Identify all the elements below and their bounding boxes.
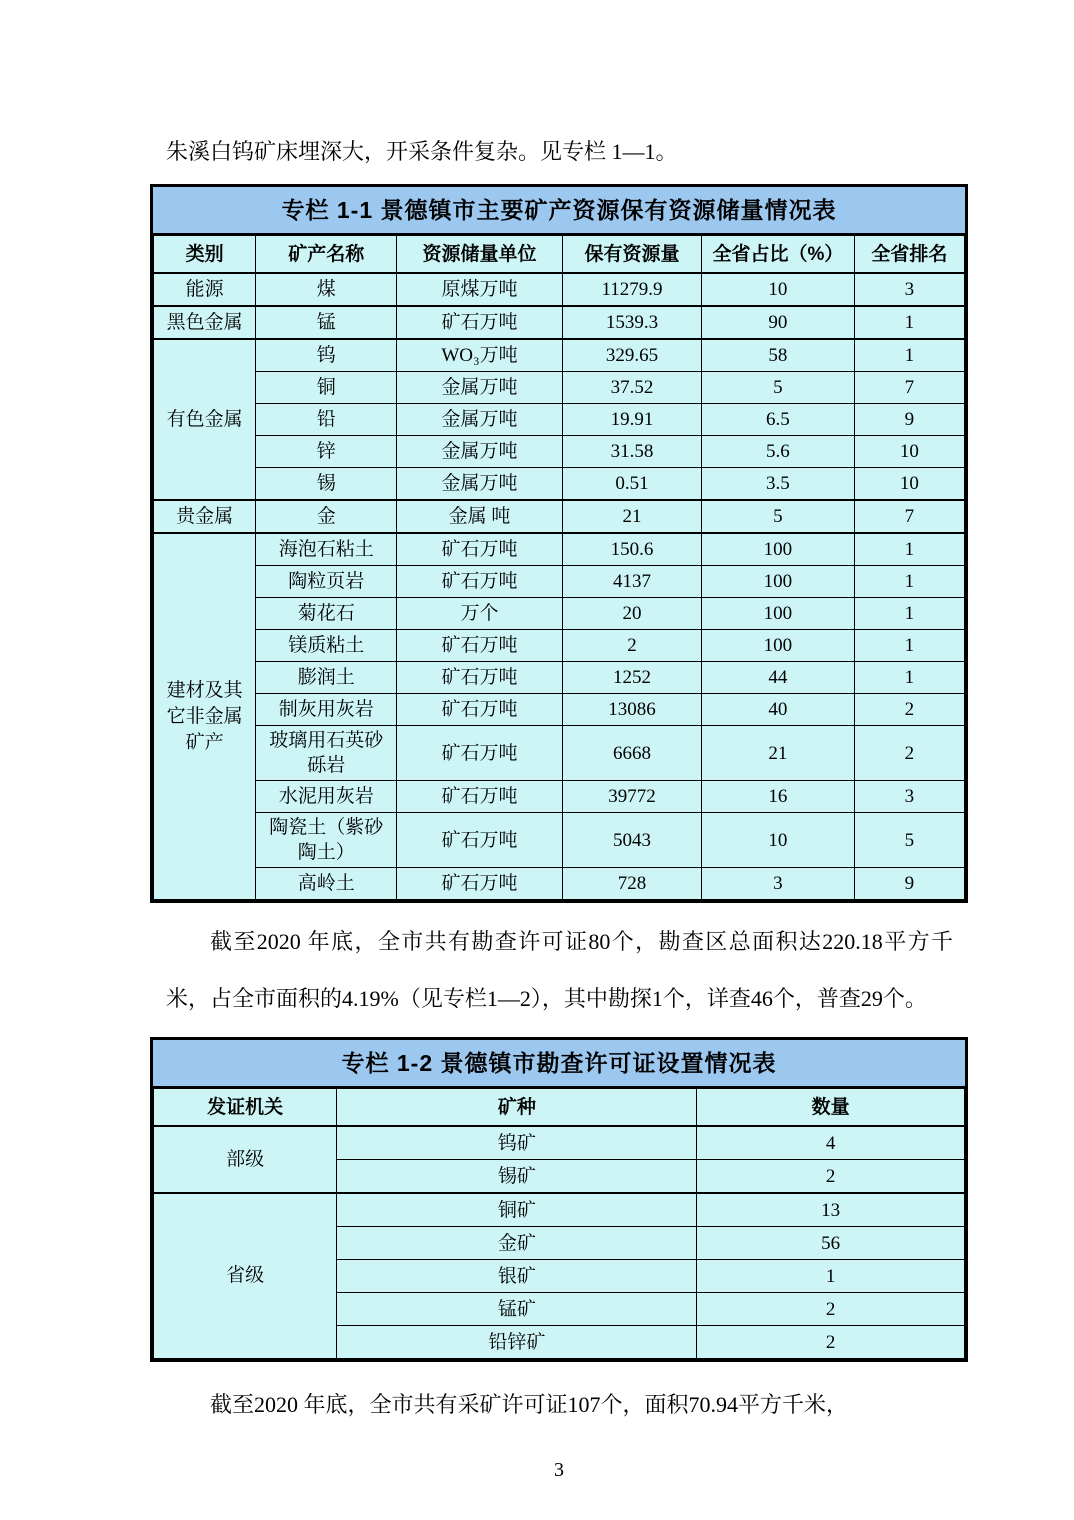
table-cell: 矿石万吨 bbox=[397, 662, 562, 694]
table-cell: 16 bbox=[702, 781, 854, 813]
mineral-category-cell: 建材及其它非金属矿产 bbox=[154, 533, 256, 900]
table-cell: 2 bbox=[562, 630, 701, 662]
table-cell: 2 bbox=[697, 1326, 965, 1359]
table-cell: 5 bbox=[854, 813, 964, 868]
issuing-authority-cell: 省级 bbox=[154, 1193, 337, 1359]
mineral-category-cell: 能源 bbox=[154, 273, 256, 306]
table-cell: 100 bbox=[702, 630, 854, 662]
table-cell: 1252 bbox=[562, 662, 701, 694]
table-row bbox=[154, 662, 965, 694]
table-cell: 万个 bbox=[397, 598, 562, 630]
table-cell: 1 bbox=[854, 598, 964, 630]
table-cell: 菊花石 bbox=[256, 598, 397, 630]
table-cell: 矿石万吨 bbox=[397, 630, 562, 662]
table-row bbox=[154, 306, 965, 339]
table-cell: 钨矿 bbox=[337, 1126, 697, 1160]
table-cell: 锌 bbox=[256, 436, 397, 468]
table-cell: 海泡石粘土 bbox=[256, 533, 397, 566]
table-cell: 制灰用灰岩 bbox=[256, 694, 397, 726]
table-cell: 1 bbox=[854, 566, 964, 598]
table-cell: 矿石万吨 bbox=[397, 813, 562, 868]
table-cell: 10 bbox=[854, 468, 964, 501]
table-cell: 21 bbox=[702, 726, 854, 781]
table-cell: 21 bbox=[562, 500, 701, 533]
table-cell: 20 bbox=[562, 598, 701, 630]
table-row bbox=[154, 500, 965, 533]
table-header-row bbox=[154, 1089, 965, 1127]
table-row bbox=[154, 868, 965, 900]
table-cell: 陶瓷土（紫砂陶土） bbox=[256, 813, 397, 868]
table-cell: 金属 吨 bbox=[397, 500, 562, 533]
table-row bbox=[154, 630, 965, 662]
table-cell: 728 bbox=[562, 868, 701, 900]
table-cell: 39772 bbox=[562, 781, 701, 813]
column-header: 类别 bbox=[154, 236, 256, 274]
table-cell: 5 bbox=[702, 372, 854, 404]
table-cell: 11279.9 bbox=[562, 273, 701, 306]
table-cell: 锰 bbox=[256, 306, 397, 339]
table-row bbox=[154, 694, 965, 726]
table-cell: 10 bbox=[702, 273, 854, 306]
mining-paragraph: 截至2020 年底，全市共有采矿许可证107个，面积70.94平方千米， bbox=[210, 1392, 849, 1417]
table-cell: 58 bbox=[702, 339, 854, 372]
table-row bbox=[154, 468, 965, 501]
table-cell: 玻璃用石英砂砾岩 bbox=[256, 726, 397, 781]
column-header: 资源储量单位 bbox=[397, 236, 562, 274]
table-cell: 铅锌矿 bbox=[337, 1326, 697, 1359]
page-number: 3 bbox=[554, 1459, 564, 1481]
table-cell: 44 bbox=[702, 662, 854, 694]
column-header: 矿产名称 bbox=[256, 236, 397, 274]
table-cell: 矿石万吨 bbox=[397, 694, 562, 726]
table-reserves-grid bbox=[153, 235, 965, 900]
table-cell: 金属万吨 bbox=[397, 372, 562, 404]
table-cell: 5043 bbox=[562, 813, 701, 868]
intro-paragraph: 朱溪白钨矿床埋深大，开采条件复杂。见专栏 1—1。 bbox=[166, 139, 678, 164]
table-cell: 6668 bbox=[562, 726, 701, 781]
table-cell: 矿石万吨 bbox=[397, 726, 562, 781]
table-cell: 7 bbox=[854, 500, 964, 533]
table-cell: 高岭土 bbox=[256, 868, 397, 900]
mineral-category-cell: 有色金属 bbox=[154, 339, 256, 500]
table-cell: 铜矿 bbox=[337, 1193, 697, 1227]
column-header: 保有资源量 bbox=[562, 236, 701, 274]
column-header: 矿种 bbox=[337, 1089, 697, 1127]
table-cell: 3 bbox=[854, 273, 964, 306]
table-cell: 329.65 bbox=[562, 339, 701, 372]
table-cell: 100 bbox=[702, 533, 854, 566]
table-cell: 7 bbox=[854, 372, 964, 404]
table-cell: 矿石万吨 bbox=[397, 868, 562, 900]
table-cell: 0.51 bbox=[562, 468, 701, 501]
table-cell: 膨润土 bbox=[256, 662, 397, 694]
table-cell: 4 bbox=[697, 1126, 965, 1160]
table-cell: 3.5 bbox=[702, 468, 854, 501]
table-row bbox=[154, 1193, 965, 1227]
table-cell: 水泥用灰岩 bbox=[256, 781, 397, 813]
table-cell: 31.58 bbox=[562, 436, 701, 468]
table-cell: 100 bbox=[702, 566, 854, 598]
table-row bbox=[154, 372, 965, 404]
page-content bbox=[150, 0, 968, 1482]
table-row bbox=[154, 273, 965, 306]
table-row bbox=[154, 533, 965, 566]
table-cell: 10 bbox=[702, 813, 854, 868]
table-cell: 5 bbox=[702, 500, 854, 533]
table-cell: 金矿 bbox=[337, 1227, 697, 1260]
table-cell: 矿石万吨 bbox=[397, 306, 562, 339]
table-cell: 金属万吨 bbox=[397, 436, 562, 468]
exploration-paragraph: 截至2020 年底，全市共有勘查许可证80个，勘查区总面积达220.18平方千米，占全市面积的4.19%（见专栏1—2），其中勘探1个，详查46个，普查29个。 bbox=[166, 929, 953, 1011]
table-cell: 1 bbox=[854, 662, 964, 694]
table-cell: 金 bbox=[256, 500, 397, 533]
table-cell: 金属万吨 bbox=[397, 468, 562, 501]
table-cell: 150.6 bbox=[562, 533, 701, 566]
table-cell: 1 bbox=[854, 306, 964, 339]
table-cell: 矿石万吨 bbox=[397, 533, 562, 566]
table-cell: 矿石万吨 bbox=[397, 781, 562, 813]
table-cell: 铜 bbox=[256, 372, 397, 404]
table-cell: 1539.3 bbox=[562, 306, 701, 339]
table-cell: 3 bbox=[702, 868, 854, 900]
table-cell: 银矿 bbox=[337, 1260, 697, 1293]
table-row bbox=[154, 598, 965, 630]
table-cell: 10 bbox=[854, 436, 964, 468]
column-header: 数量 bbox=[697, 1089, 965, 1127]
table-cell: 1 bbox=[697, 1260, 965, 1293]
table-cell: 13 bbox=[697, 1193, 965, 1227]
table-row bbox=[154, 781, 965, 813]
table-row bbox=[154, 726, 965, 781]
table-cell: 9 bbox=[854, 404, 964, 436]
table-row bbox=[154, 339, 965, 372]
table-cell: 钨 bbox=[256, 339, 397, 372]
table-cell: 原煤万吨 bbox=[397, 273, 562, 306]
table-cell: 1 bbox=[854, 533, 964, 566]
table-cell: 锡 bbox=[256, 468, 397, 501]
table-row bbox=[154, 1126, 965, 1160]
table-row bbox=[154, 566, 965, 598]
mineral-category-cell: 贵金属 bbox=[154, 500, 256, 533]
table-cell: 矿石万吨 bbox=[397, 566, 562, 598]
table-cell: 1 bbox=[854, 339, 964, 372]
table-cell: 6.5 bbox=[702, 404, 854, 436]
table-licenses bbox=[150, 1037, 968, 1362]
issuing-authority-cell: 部级 bbox=[154, 1126, 337, 1193]
table-cell: 2 bbox=[854, 726, 964, 781]
table-header-row bbox=[154, 236, 965, 274]
mineral-category-cell: 黑色金属 bbox=[154, 306, 256, 339]
table-cell: 9 bbox=[854, 868, 964, 900]
table-reserves-title: 专栏 1-1 景德镇市主要矿产资源保有资源储量情况表 bbox=[153, 187, 965, 235]
table-row bbox=[154, 436, 965, 468]
table-cell: 锡矿 bbox=[337, 1160, 697, 1194]
table-cell: 90 bbox=[702, 306, 854, 339]
table-cell: 陶粒页岩 bbox=[256, 566, 397, 598]
table-row bbox=[154, 813, 965, 868]
column-header: 全省排名 bbox=[854, 236, 964, 274]
table-cell: 37.52 bbox=[562, 372, 701, 404]
table-cell: 煤 bbox=[256, 273, 397, 306]
table-reserves bbox=[150, 184, 968, 903]
table-cell: 4137 bbox=[562, 566, 701, 598]
column-header: 全省占比（%） bbox=[702, 236, 854, 274]
table-row bbox=[154, 404, 965, 436]
table-cell: 金属万吨 bbox=[397, 404, 562, 436]
table-cell: 1 bbox=[854, 630, 964, 662]
table-licenses-title: 专栏 1-2 景德镇市勘查许可证设置情况表 bbox=[153, 1040, 965, 1088]
table-cell: 5.6 bbox=[702, 436, 854, 468]
table-cell: 13086 bbox=[562, 694, 701, 726]
table-cell: WO₃万吨 bbox=[397, 339, 562, 372]
table-cell: 2 bbox=[697, 1293, 965, 1326]
table-cell: 2 bbox=[697, 1160, 965, 1194]
table-cell: 100 bbox=[702, 598, 854, 630]
table-cell: 3 bbox=[854, 781, 964, 813]
table-cell: 锰矿 bbox=[337, 1293, 697, 1326]
table-licenses-grid bbox=[153, 1088, 965, 1359]
column-header: 发证机关 bbox=[154, 1089, 337, 1127]
table-cell: 19.91 bbox=[562, 404, 701, 436]
table-cell: 铅 bbox=[256, 404, 397, 436]
table-cell: 2 bbox=[854, 694, 964, 726]
table-cell: 56 bbox=[697, 1227, 965, 1260]
table-cell: 40 bbox=[702, 694, 854, 726]
table-cell: 镁质粘土 bbox=[256, 630, 397, 662]
